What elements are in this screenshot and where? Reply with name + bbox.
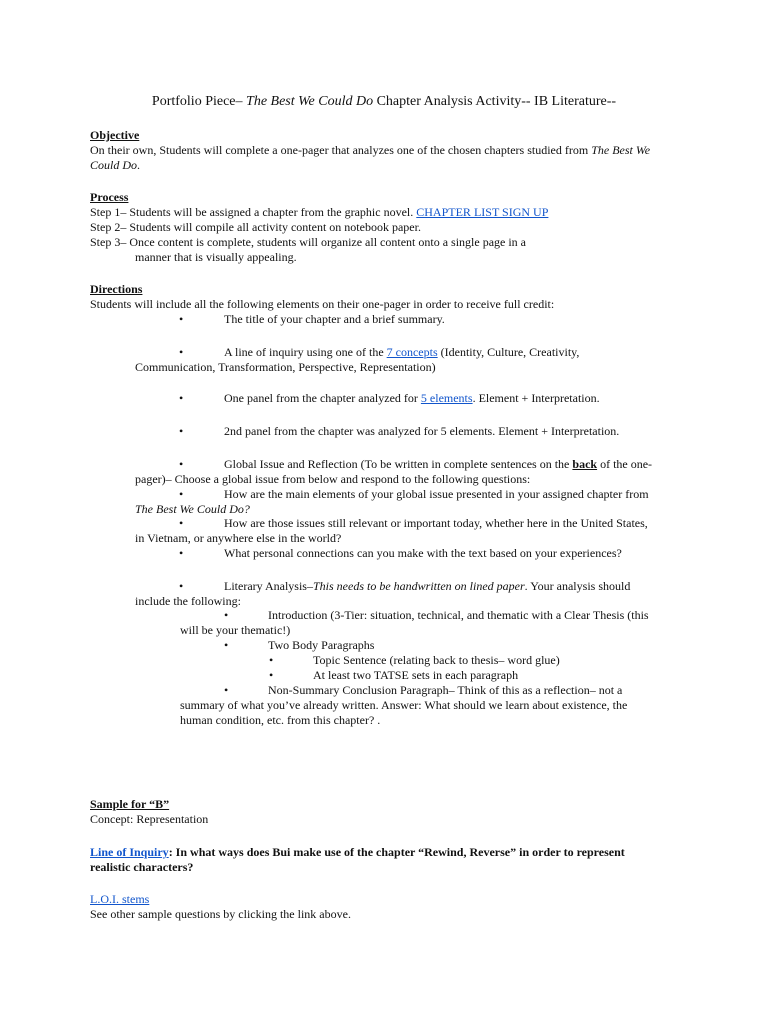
bullet: • <box>179 516 184 530</box>
question-3-text: What personal connections can you make with the text based on your experiences? <box>224 546 622 560</box>
page-title <box>0 94 768 110</box>
sample-heading: Sample for “B” <box>90 797 170 811</box>
item-3-text: One panel from the chapter analyzed for <box>224 391 421 405</box>
item-3-text-b: . Element + Interpretation. <box>472 391 600 405</box>
item-6-text-c: include the following: <box>135 594 241 608</box>
bullet: • <box>179 391 184 405</box>
sub-3-text-b: summary of what you’ve already written. Answer: What should we learn about existence, the <box>180 698 628 712</box>
sample-concept: Concept: Representation <box>90 812 209 826</box>
sub-list-item <box>180 608 685 638</box>
line-of-inquiry-text-b: realistic characters? <box>90 860 194 874</box>
item-5-text-b: of the one- <box>597 457 653 471</box>
sub-3-text: Non-Summary Conclusion Paragraph– Think of this as a reflection– not a <box>268 683 623 697</box>
item-2-text: A line of inquiry using one of the <box>224 345 387 359</box>
objective-section <box>90 128 680 173</box>
sub-sub-list-item <box>225 653 685 668</box>
sub-list-item <box>180 638 685 653</box>
title-text: Portfolio Piece– <box>151 94 247 109</box>
sub-1-text-b: will be your thematic!) <box>180 623 291 637</box>
question-1-text: How are the main elements of your global issue presented in your assigned chapter from <box>224 487 649 501</box>
item-1-text: The title of your chapter and a brief summary. <box>224 312 445 326</box>
five-elements-link[interactable]: 5 elements <box>420 391 473 405</box>
sub-sub-1-text: Topic Sentence (relating back to thesis– word glue) <box>313 653 560 667</box>
bullet: • <box>224 683 229 697</box>
line-of-inquiry-text: : In what ways does Bui make use of the chapter “Rewind, Reverse” in order to represent <box>168 845 625 859</box>
process-step-1 <box>90 205 680 220</box>
objective-end: . <box>137 158 141 172</box>
list-item <box>135 457 685 487</box>
loi-stems-block <box>90 892 680 922</box>
bullet: • <box>179 345 184 359</box>
bullet: • <box>224 638 229 652</box>
title-book-name: The Best We Could Do <box>246 94 374 109</box>
process-step-3: Step 3– Once content is complete, students will organize all content onto a single page in a <box>90 235 527 249</box>
title-text-end: Chapter Analysis Activity-- IB Literature-- <box>373 94 617 109</box>
step-1-text: Step 1– Students will be assigned a chapter from the graphic novel. <box>90 205 417 219</box>
item-4-text: 2nd panel from the chapter was analyzed for 5 elements. Element + Interpretation. <box>224 424 620 438</box>
bullet: • <box>179 579 184 593</box>
bullet: • <box>269 668 274 682</box>
list-item <box>135 424 685 439</box>
item-5-text-c: pager)– Choose a global issue from below and respond to the following questions: <box>135 472 531 486</box>
objective-heading: Objective <box>90 128 140 142</box>
sample-section <box>90 797 680 827</box>
item-5-text: Global Issue and Reflection (To be written in complete sentences on the <box>224 457 573 471</box>
item-2-text-c: Communication, Transformation, Perspective, Representation) <box>135 360 436 374</box>
loi-stems-link[interactable]: L.O.I. stems <box>90 892 150 906</box>
seven-concepts-link[interactable]: 7 concepts <box>386 345 438 359</box>
bullet: • <box>179 457 184 471</box>
sub-sub-list-item <box>225 668 685 683</box>
process-heading: Process <box>90 190 129 204</box>
item-6-text-b: . Your analysis should <box>524 579 631 593</box>
directions-heading: Directions <box>90 282 143 296</box>
directions-section <box>90 282 680 312</box>
question-2-text: How are those issues still relevant or important today, whether here in the United States, <box>224 516 648 530</box>
list-item <box>135 546 685 561</box>
objective-book-1: The Best We <box>591 143 651 157</box>
question-1-book: The Best We Could Do? <box>135 502 250 516</box>
question-2-text-b: in Vietnam, or anywhere else in the world? <box>135 531 342 545</box>
objective-book-2: Could Do <box>90 158 138 172</box>
bullet: • <box>179 312 184 326</box>
loi-stems-text: See other sample questions by clicking the link above. <box>90 907 351 921</box>
list-item <box>135 579 685 609</box>
list-item <box>135 487 685 517</box>
item-6-text: Literary Analysis– <box>224 579 313 593</box>
bullet: • <box>269 653 274 667</box>
bullet: • <box>224 608 229 622</box>
bullet: • <box>179 487 184 501</box>
process-section <box>90 190 680 265</box>
item-6-italic: This needs to be handwritten on lined paper <box>312 579 525 593</box>
item-2-text-b: (Identity, Culture, Creativity, <box>437 345 580 359</box>
bullet: • <box>179 424 184 438</box>
line-of-inquiry-link[interactable]: Line of Inquiry <box>90 845 169 859</box>
sub-1-text: Introduction (3-Tier: situation, technical, and thematic with a Clear Thesis (this <box>268 608 649 622</box>
process-step-3-cont: manner that is visually appealing. <box>135 250 297 264</box>
line-of-inquiry-block <box>90 845 680 875</box>
sub-sub-2-text: At least two TATSE sets in each paragraph <box>313 668 519 682</box>
list-item <box>135 345 685 375</box>
item-5-bold: back <box>572 457 598 471</box>
directions-intro: Students will include all the following elements on their one-pager in order to receive full credit: <box>90 297 555 311</box>
bullet: • <box>179 546 184 560</box>
list-item <box>135 516 685 546</box>
objective-body: On their own, Students will complete a one-pager that analyzes one of the chosen chapters studied from <box>90 143 592 157</box>
process-step-2: Step 2– Students will compile all activity content on notebook paper. <box>90 220 421 234</box>
chapter-list-sign-up-link[interactable]: CHAPTER LIST SIGN UP <box>416 205 549 219</box>
sub-2-text: Two Body Paragraphs <box>268 638 375 652</box>
list-item <box>135 312 685 327</box>
list-item <box>135 391 685 406</box>
sub-3-text-c: human condition, etc. from this chapter? . <box>180 713 381 727</box>
sub-list-item <box>180 683 685 728</box>
objective-text <box>90 143 680 173</box>
